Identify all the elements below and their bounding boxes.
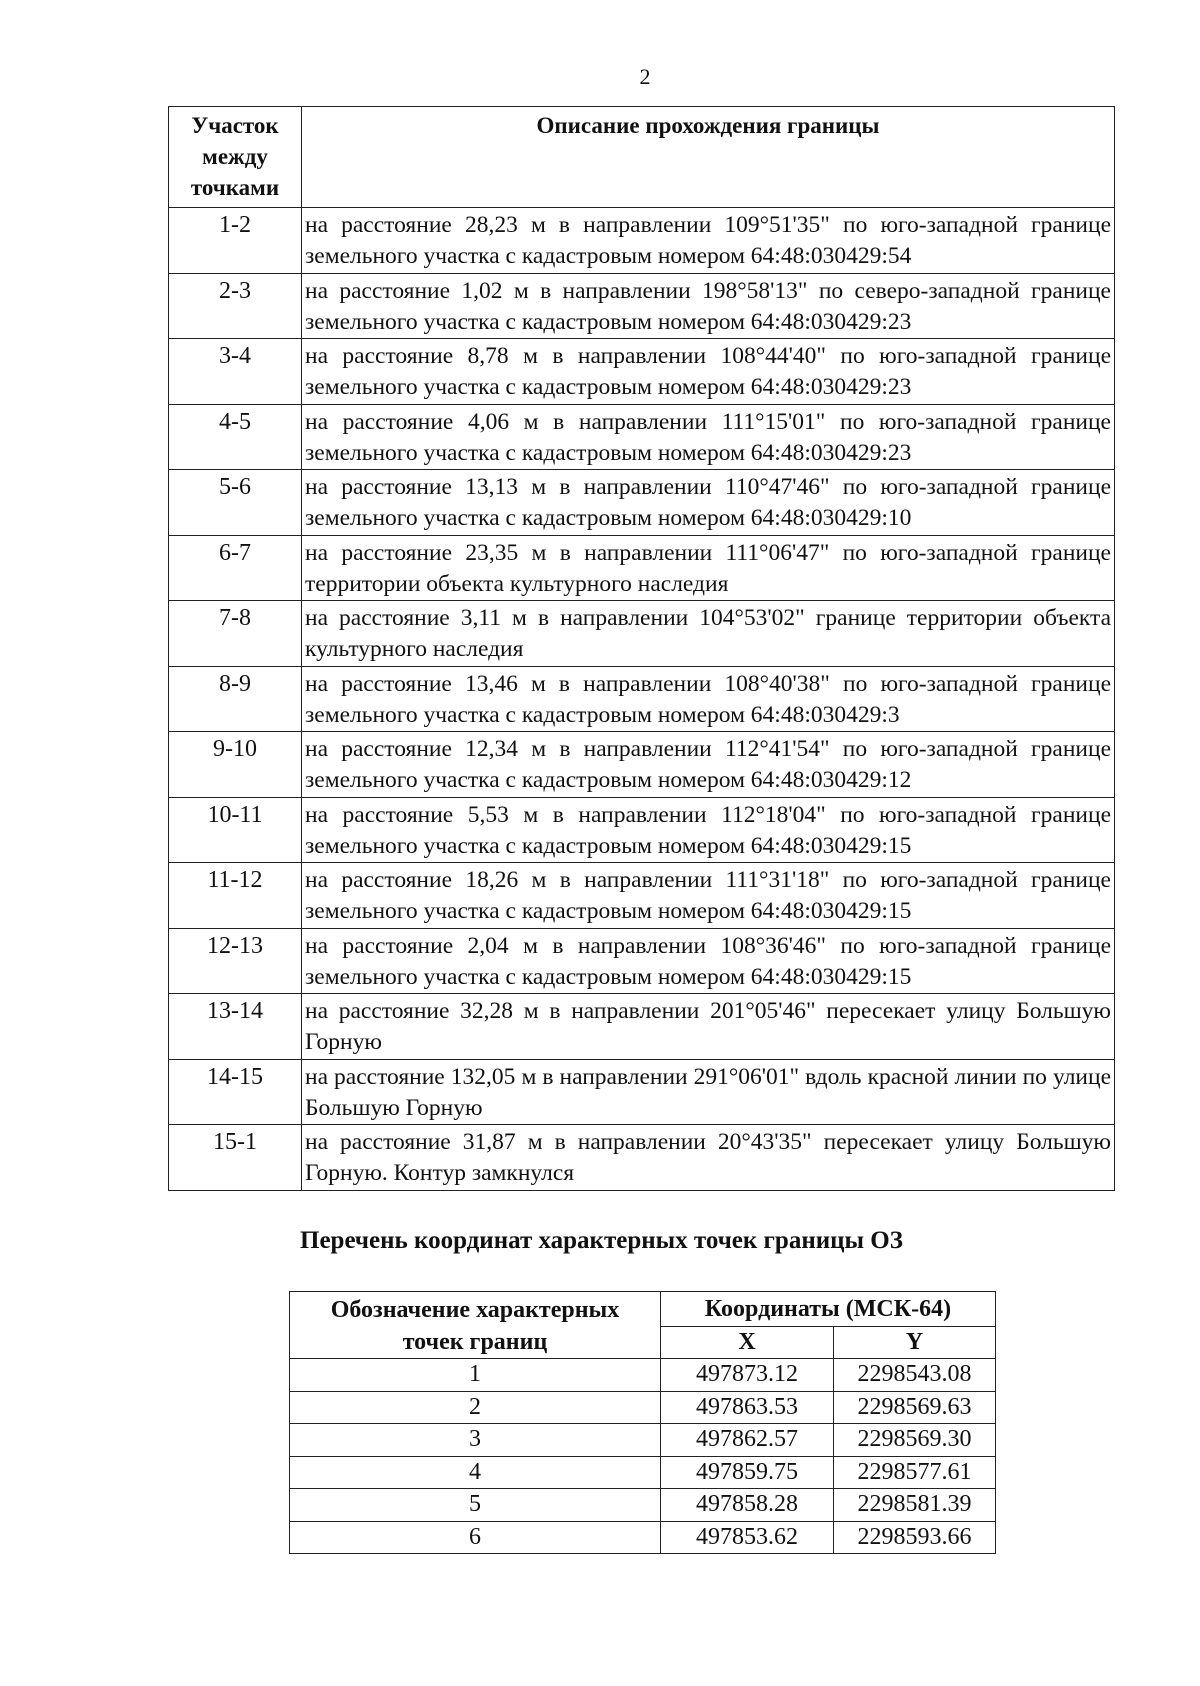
page-number: 2 bbox=[639, 64, 651, 89]
table-row bbox=[169, 994, 1115, 1060]
segment-cell: 1-2 bbox=[169, 208, 302, 274]
segment-column-header bbox=[169, 107, 302, 208]
table-row bbox=[290, 1456, 996, 1489]
y-cell: 2298543.08 bbox=[834, 1359, 996, 1392]
segment-cell: 4-5 bbox=[169, 404, 302, 470]
table-row bbox=[169, 666, 1115, 732]
segment-cell: 3-4 bbox=[169, 339, 302, 405]
boundary-description-table bbox=[168, 106, 1115, 1191]
coords-section-title: Перечень координат характерных точек границы ОЗ bbox=[300, 1227, 903, 1254]
description-cell: на расстояние 23,35 м в направлении 111°06'47" по юго-западной границе территории объекта культурного наследия bbox=[302, 535, 1115, 601]
table-row bbox=[169, 208, 1115, 274]
table-row bbox=[169, 273, 1115, 339]
coords-group-header: Координаты (МСК-64) bbox=[661, 1292, 996, 1327]
description-cell: на расстояние 12,34 м в направлении 112°41'54" по юго-западной границе земельного участка с кадастровым номером 64:48:030429:12 bbox=[302, 732, 1115, 798]
point-header-line: Обозначение характерных bbox=[330, 1297, 620, 1323]
coordinates-table bbox=[289, 1291, 996, 1554]
description-cell: на расстояние 13,13 м в направлении 110°47'46" по юго-западной границе земельного участка с кадастровым номером 64:48:030429:10 bbox=[302, 470, 1115, 536]
x-cell: 497862.57 bbox=[661, 1424, 834, 1457]
coords-header-row bbox=[290, 1292, 996, 1327]
point-header-line: точек границ bbox=[402, 1329, 548, 1355]
point-cell: 5 bbox=[290, 1489, 661, 1522]
table-row bbox=[169, 797, 1115, 863]
description-cell: на расстояние 4,06 м в направлении 111°15'01" по юго-западной границе земельного участка с кадастровым номером 64:48:030429:23 bbox=[302, 404, 1115, 470]
table-row bbox=[169, 1125, 1115, 1191]
segment-cell: 11-12 bbox=[169, 863, 302, 929]
point-column-header bbox=[290, 1292, 661, 1359]
segment-cell: 9-10 bbox=[169, 732, 302, 798]
description-cell: на расстояние 132,05 м в направлении 291°06'01" вдоль красной линии по улице Большую Горную bbox=[302, 1059, 1115, 1125]
point-cell: 1 bbox=[290, 1359, 661, 1392]
table-row bbox=[169, 470, 1115, 536]
table-row bbox=[290, 1391, 996, 1424]
table-row bbox=[290, 1359, 996, 1392]
description-cell: на расстояние 2,04 м в направлении 108°36'46" по юго-западной границе земельного участка с кадастровым номером 64:48:030429:15 bbox=[302, 928, 1115, 994]
x-cell: 497853.62 bbox=[661, 1521, 834, 1554]
description-cell: на расстояние 3,11 м в направлении 104°53'02" границе территории объекта культурного наследия bbox=[302, 601, 1115, 667]
segment-cell: 14-15 bbox=[169, 1059, 302, 1125]
y-column-header: Y bbox=[834, 1327, 996, 1359]
x-cell: 497858.28 bbox=[661, 1489, 834, 1522]
table-row bbox=[169, 535, 1115, 601]
segment-header-line: точками bbox=[190, 175, 280, 200]
description-cell: на расстояние 8,78 м в направлении 108°44'40" по юго-западной границе земельного участка с кадастровым номером 64:48:030429:23 bbox=[302, 339, 1115, 405]
description-column-header: Описание прохождения границы bbox=[302, 107, 1115, 208]
boundary-table-header-row bbox=[169, 107, 1115, 208]
table-row bbox=[169, 601, 1115, 667]
segment-cell: 2-3 bbox=[169, 273, 302, 339]
point-cell: 3 bbox=[290, 1424, 661, 1457]
y-cell: 2298581.39 bbox=[834, 1489, 996, 1522]
point-cell: 4 bbox=[290, 1456, 661, 1489]
description-cell: на расстояние 18,26 м в направлении 111°31'18" по юго-западной границе земельного участка с кадастровым номером 64:48:030429:15 bbox=[302, 863, 1115, 929]
table-row bbox=[169, 1059, 1115, 1125]
y-cell: 2298569.30 bbox=[834, 1424, 996, 1457]
table-row bbox=[169, 863, 1115, 929]
segment-header-line: между bbox=[202, 144, 268, 169]
x-cell: 497873.12 bbox=[661, 1359, 834, 1392]
y-cell: 2298593.66 bbox=[834, 1521, 996, 1554]
segment-cell: 6-7 bbox=[169, 535, 302, 601]
segment-cell: 10-11 bbox=[169, 797, 302, 863]
segment-header-line: Участок bbox=[191, 113, 279, 138]
description-cell: на расстояние 5,53 м в направлении 112°18'04" по юго-западной границе земельного участка с кадастровым номером 64:48:030429:15 bbox=[302, 797, 1115, 863]
segment-cell: 12-13 bbox=[169, 928, 302, 994]
segment-cell: 15-1 bbox=[169, 1125, 302, 1191]
x-cell: 497863.53 bbox=[661, 1391, 834, 1424]
x-cell: 497859.75 bbox=[661, 1456, 834, 1489]
x-column-header: X bbox=[661, 1327, 834, 1359]
description-cell: на расстояние 31,87 м в направлении 20°43'35" пересекает улицу Большую Горную. Контур замкнулся bbox=[302, 1125, 1115, 1191]
description-cell: на расстояние 1,02 м в направлении 198°58'13" по северо-западной границе земельного участка с кадастровым номером 64:48:030429:23 bbox=[302, 273, 1115, 339]
table-row bbox=[290, 1489, 996, 1522]
table-row bbox=[169, 404, 1115, 470]
segment-cell: 5-6 bbox=[169, 470, 302, 536]
point-cell: 2 bbox=[290, 1391, 661, 1424]
table-row bbox=[169, 339, 1115, 405]
table-row bbox=[290, 1424, 996, 1457]
description-cell: на расстояние 28,23 м в направлении 109°51'35" по юго-западной границе земельного участка с кадастровым номером 64:48:030429:54 bbox=[302, 208, 1115, 274]
y-cell: 2298569.63 bbox=[834, 1391, 996, 1424]
segment-cell: 7-8 bbox=[169, 601, 302, 667]
y-cell: 2298577.61 bbox=[834, 1456, 996, 1489]
description-cell: на расстояние 32,28 м в направлении 201°05'46" пересекает улицу Большую Горную bbox=[302, 994, 1115, 1060]
table-row bbox=[290, 1521, 996, 1554]
description-cell: на расстояние 13,46 м в направлении 108°40'38" по юго-западной границе земельного участка с кадастровым номером 64:48:030429:3 bbox=[302, 666, 1115, 732]
table-row bbox=[169, 732, 1115, 798]
segment-cell: 8-9 bbox=[169, 666, 302, 732]
point-cell: 6 bbox=[290, 1521, 661, 1554]
segment-cell: 13-14 bbox=[169, 994, 302, 1060]
table-row bbox=[169, 928, 1115, 994]
